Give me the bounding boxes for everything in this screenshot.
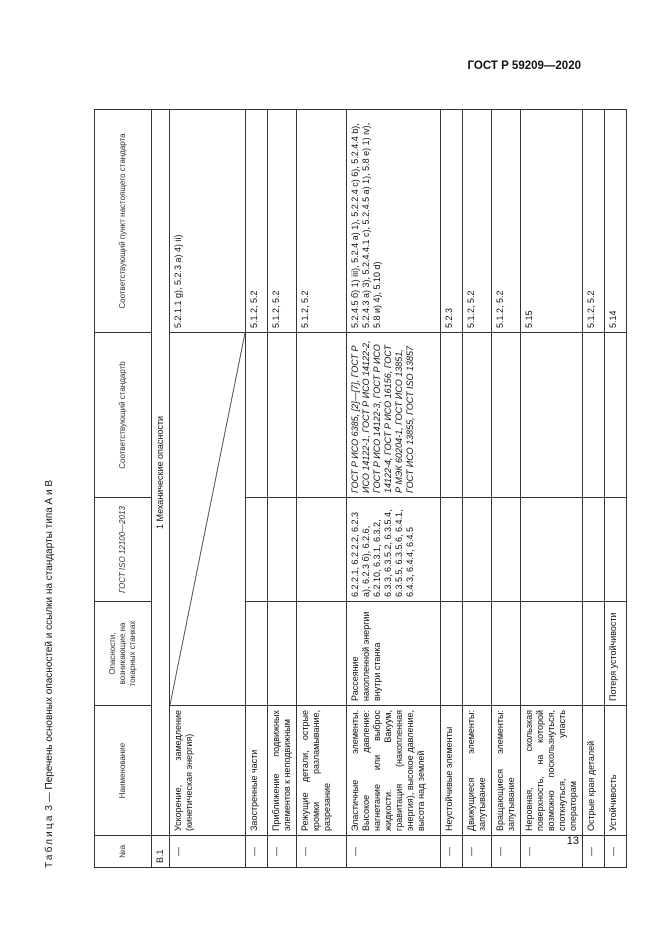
- row-name: Режущие детали, острые кромки разламывание, разрезание: [297, 706, 347, 836]
- row-hazard: [268, 602, 297, 706]
- row-num: —: [170, 836, 246, 868]
- row-iso: [492, 498, 521, 602]
- row-iso: [521, 498, 583, 602]
- table-row: [492, 110, 521, 868]
- caption-text: 3 — Перечень основных опасностей и ссылки на стандарты типа А и В: [44, 479, 55, 814]
- row-name: Заостренные части: [246, 706, 268, 836]
- row-iso: 6.2.2.1, 6.2.2.2, 6.2.3 а), 6.2.3 б), 6.2.6, 6.2.10, 6.3.1, 6.3.2, 6.3.3, 6.3.5.2, 6.3.5.4, 6.3.5.5, 6.3.5.6, 6.4.1, 6.4.3, 6.4.4, 6.4.5: [347, 498, 441, 602]
- row-hazard: Рассеяние накопленной энергии внутри станка: [347, 602, 441, 706]
- table-row: [463, 110, 492, 868]
- row-hazard: [492, 602, 521, 706]
- row-hazard: [463, 602, 492, 706]
- row-name: Ускорение, замедление (кинетическая энергия): [170, 706, 246, 836]
- row-iso: [605, 498, 627, 602]
- row-clause: 5.1.2, 5.2: [583, 110, 605, 333]
- row-name: Неровная, скользкая поверхность, на которой возможно поскользнуться, споткнуться, упасть операторам: [521, 706, 583, 836]
- table-row: [441, 110, 463, 868]
- row-standard: [441, 333, 463, 498]
- row-name: Острые края деталей: [583, 706, 605, 836]
- row-clause: 5.1.2, 5.2: [492, 110, 521, 333]
- row-num: —: [246, 836, 268, 868]
- row-clause: 5.15: [521, 110, 583, 333]
- row-num: —: [492, 836, 521, 868]
- row-name: Приближение подвижных элементов к неподвижным: [268, 706, 297, 836]
- row-num: —: [521, 836, 583, 868]
- col-name: Наименование: [95, 706, 152, 836]
- col-standard: Соответствующий стандартb: [95, 333, 152, 498]
- section-title: 1 Механические опасности: [152, 110, 170, 836]
- row-standard: [463, 333, 492, 498]
- row-standard: ГОСТ Р ИСО 6385, [2]—[7], ГОСТ Р ИСО 14122-1, ГОСТ Р ИСО 14122-2, ГОСТ Р ИСО 14122-3, ГОСТ Р ИСО 14122-4, ГОСТ Р ИСО 16156, ГОСТ Р МЭК 60204-1, ГОСТ ИСО 13851, ГОСТ ИСО 13855, ГОСТ ISO 13857: [347, 333, 441, 498]
- table-header-row: [95, 110, 152, 868]
- row-num: —: [441, 836, 463, 868]
- col-num: №a: [95, 836, 152, 868]
- row-name: Неустойчивые элементы: [441, 706, 463, 836]
- table-row: [246, 110, 268, 868]
- row-iso: [441, 498, 463, 602]
- row-name: Эластичные элементы. Высокое давление: нагнетание или выброс жидкости. Вакуум, гравитация (накопленная энергия), высокое давление, высота над землей: [347, 706, 441, 836]
- document-header: ГОСТ Р 59209—2020: [467, 60, 581, 72]
- row-num: —: [297, 836, 347, 868]
- hazards-table: [94, 109, 627, 868]
- col-iso-text: ГОСТ ISO 12100—2013: [118, 506, 127, 593]
- row-num: —: [268, 836, 297, 868]
- row-iso: [463, 498, 492, 602]
- row-standard: [297, 333, 347, 498]
- row-iso: [268, 498, 297, 602]
- table-row: [521, 110, 583, 868]
- row-iso: [583, 498, 605, 602]
- row-clause: 5.1.2, 5.2: [463, 110, 492, 333]
- row-iso: [246, 498, 268, 602]
- col-clause: Соответствующий пункт настоящего стандарта: [95, 110, 152, 333]
- row-iso: [297, 498, 347, 602]
- row-standard: [605, 333, 627, 498]
- row-num: —: [347, 836, 441, 868]
- row-hazard: [297, 602, 347, 706]
- row-clause: 5.2.4.5 б) 1) iii), 5.2.4 a) 1), 5.2.2.4 c) 6), 5.2.4.4 b), 5.2.4.3 a) 3), 5.2.4.4.1 c), 5.2.4.5 a) 1), 5.8 e) 1) iv), 5.8 и) 4), 5.10 d): [347, 110, 441, 333]
- rotated-table-region: [40, 110, 640, 868]
- row-standard: [521, 333, 583, 498]
- row-hazard: [583, 602, 605, 706]
- col-iso: [95, 498, 152, 602]
- table-body: [152, 110, 627, 868]
- row-clause: 5.14: [605, 110, 627, 333]
- row-name: Устойчивость: [605, 706, 627, 836]
- row-clause: 5.2.1.1 g), 5.2.3 a) 4) ii): [170, 110, 246, 333]
- row-standard: [492, 333, 521, 498]
- row-hazard: Потеря устойчивости: [605, 602, 627, 706]
- row-hazard: [521, 602, 583, 706]
- diagonal-line: [170, 333, 245, 705]
- row-num: —: [463, 836, 492, 868]
- table-row: [170, 110, 246, 868]
- row-clause: 5.1.2, 5.2: [268, 110, 297, 333]
- page-number: 13: [566, 835, 579, 847]
- row-clause: 5.1.2, 5.2: [297, 110, 347, 333]
- row-hazard: [246, 602, 268, 706]
- caption-lead: Таблица: [44, 813, 55, 868]
- table-caption: [40, 480, 59, 868]
- row-name: Вращающиеся элементы: запутывание: [492, 706, 521, 836]
- col-hazards: Опасности, возникающие на токарных станках: [95, 602, 152, 706]
- row-num: —: [605, 836, 627, 868]
- table-row: [605, 110, 627, 868]
- table-row: [347, 110, 441, 868]
- table-row: [297, 110, 347, 868]
- table-row: [583, 110, 605, 868]
- not-applicable-cell: [170, 333, 246, 706]
- row-name: Движущиеся элементы: запутывание: [463, 706, 492, 836]
- row-hazard: [441, 602, 463, 706]
- table-row: [268, 110, 297, 868]
- row-clause: 5.1.2, 5.2: [246, 110, 268, 333]
- row-num: —: [583, 836, 605, 868]
- row-standard: [583, 333, 605, 498]
- section-row: [152, 110, 170, 868]
- row-standard: [268, 333, 297, 498]
- row-standard: [246, 333, 268, 498]
- section-num: B.1: [152, 836, 170, 868]
- row-clause: 5.2.3: [441, 110, 463, 333]
